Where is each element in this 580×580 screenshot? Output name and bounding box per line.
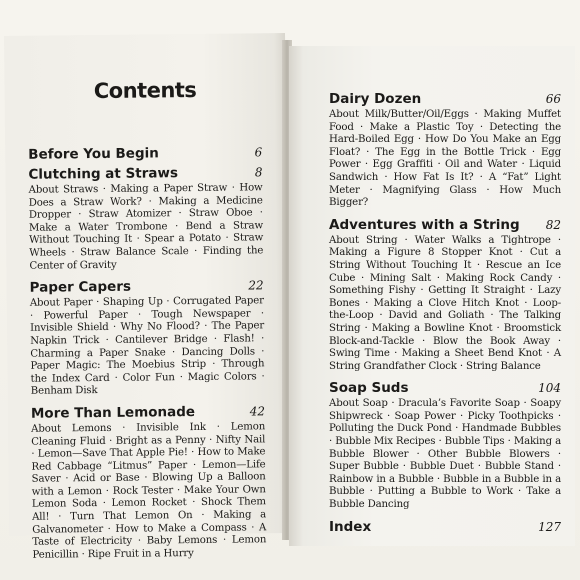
section-heading: More Than Lemonade	[30, 403, 196, 422]
section-page-number: 82	[545, 217, 561, 232]
section-description: About Straws · Making a Paper Straw · How Does a Straw Work? · Making a Medicine Dropper · Straw Atomizer · Straw Oboe · Make a Water Trombone · Bend a Straw Without Touching It · Spear a Potato · Straw Wheels · Straw Balance Scale · Finding the Center of Gravity	[28, 182, 264, 272]
toc-section-soap-suds	[329, 381, 561, 511]
toc-section-more-than-lemonade	[31, 404, 267, 562]
section-heading: Paper Capers	[29, 278, 132, 296]
right-page	[289, 46, 575, 546]
toc-right-column	[329, 92, 561, 543]
left-page	[4, 33, 290, 561]
section-heading: Index	[329, 518, 372, 535]
toc-section-before-you-begin	[28, 145, 262, 162]
section-description: About Paper · Shaping Up · Corrugated Paper · Powerful Paper · Tough Newspaper · Invisible Shield · Why No Flood? · The Paper Napkin Trick · Cantilever Bridge · Flash! · Charming a Paper Snake · Dancing Dolls · Paper Magic: The Moebius Strip · Through the Index Card · Color Fun · Magic Colors · Benham Disk	[29, 295, 265, 398]
section-page-number: 127	[538, 519, 561, 534]
section-page-number: 6	[254, 145, 263, 160]
toc-section-adventures-with-a-string	[329, 218, 561, 374]
section-description: About String · Water Walks a Tightrope · Making a Figure 8 Stopper Knot · Cut a String Without Touching It · Rescue an Ice Cube · Mining Salt · Making Rock Candy · Something Fishy · Getting It Straight · Lazy Bones · Making a Clove Hitch Knot · Loop-the-Loop · David and Goliath · The Talking String · Making a Bowline Knot · Broomstick Block-and-Tackle · Blow the Book Away · Swing Time · Making a Sheet Bend Knot · A String Grandfather Clock · String Balance	[329, 234, 561, 372]
section-page-number: 8	[254, 165, 263, 180]
section-description: About Milk/Butter/Oil/Eggs · Making Muffet Food · Make a Plastic Toy · Detecting the Hard-Boiled Egg · How Do You Make an Egg Float? · The Egg in the Bottle Trick · Egg Power · Egg Graffiti · Oil and Water · Liquid Sandwich · How Fat Is It? · A “Fat” Light Meter · Magnifying Glass · How Much Bigger?	[329, 109, 561, 209]
section-heading: Dairy Dozen	[329, 91, 422, 107]
toc-section-paper-capers	[30, 278, 265, 398]
section-page-number: 42	[249, 404, 266, 419]
section-heading: Soap Suds	[329, 380, 409, 397]
contents-title: Contents	[93, 77, 197, 104]
section-description: About Lemons · Invisible Ink · Lemon Cleaning Fluid · Bright as a Penny · Nifty Nail · Lemon—Save That Apple Pie! · How to Make Red Cabbage “Litmus” Paper · Lemon—Life Saver · Acid or Base · Blowing Up a Balloon with a Lemon · Rock Tester · Make Your Own Lemon Soda · Lemon Rocket · Shock Them All! · Turn That Lemon On · Making a Galvanometer · How to Make a Compass · A Taste of Electricity · Baby Lemons · Lemon Penicillin · Ripe Fruit in a Hurry	[31, 421, 267, 561]
section-heading: Clutching at Straws	[28, 165, 179, 183]
section-heading: Adventures with a String	[329, 216, 520, 233]
toc-left-column	[28, 145, 266, 570]
section-page-number: 22	[248, 278, 264, 293]
section-description: About Soap · Dracula’s Favorite Soap · Soapy Shipwreck · Soap Power · Picky Toothpicks · Polluting the Duck Pond · Handmade Bubbles · Bubble Mix Recipes · Bubble Tips · Making a Bubble Blower · Other Bubble Blowers · Super Bubble · Bubble Duet · Bubble Stand · Rainbow in a Bubble · Bubble in a Bubble in a Bubble · Putting a Bubble to Work · Take a Bubble Dancing	[329, 398, 561, 511]
section-page-number: 104	[538, 381, 561, 396]
toc-section-dairy-dozen	[329, 92, 561, 210]
section-heading: Before You Begin	[28, 145, 159, 163]
toc-section-clutching-at-straws	[28, 165, 263, 273]
toc-section-index	[329, 520, 561, 535]
section-page-number: 66	[545, 92, 561, 106]
